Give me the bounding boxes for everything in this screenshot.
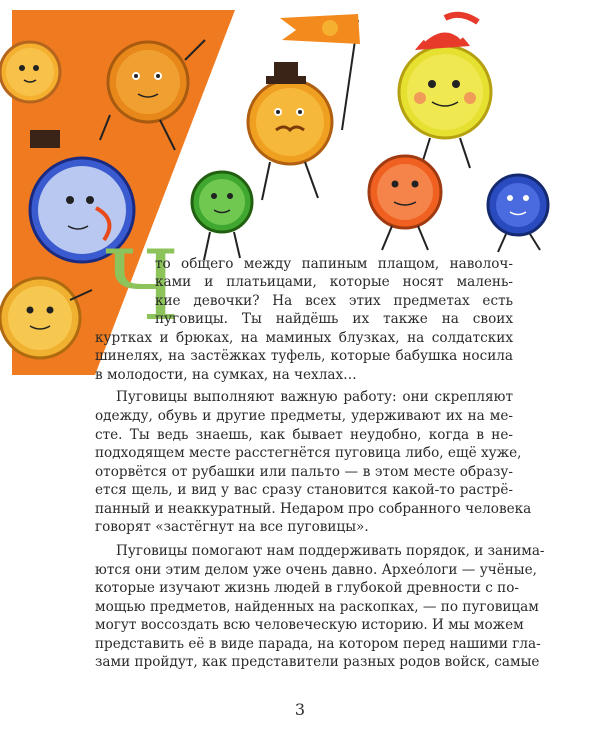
text-line: могут воссоздать всю человеческую историю. И мы можем (95, 617, 524, 633)
text-line: сте. Ты ведь знаешь, как бывает неудобно, когда в не- (95, 427, 513, 443)
page-number: 3 (294, 700, 306, 719)
text-line: ется щель, и вид у вас сразу становится какой-то растрё- (95, 482, 513, 498)
drop-cap-letter: Ч (105, 230, 180, 342)
text-line: одежду, обувь и другие предметы, удерживают их на ме- (95, 408, 513, 424)
text-line: кие девочки? На всех этих предметах есть (155, 293, 513, 309)
striped-hat-icon (415, 15, 478, 50)
text-line: мощью предметов, найденных на раскопках, — по пуговицам (95, 599, 539, 615)
text-line: ются они этим делом уже очень давно. Архео́логи — учёные, (95, 562, 537, 578)
text-line: панный и неаккуратный. Недаром про собранного человека (95, 501, 532, 517)
button-character-icon (399, 46, 491, 170)
button-character-icon (248, 80, 332, 200)
text-line: говорят «застёгнут на все пуговицы». (95, 519, 369, 535)
text-line: куртках и брюках, на маминых блузках, на солдатских (95, 330, 513, 346)
button-character-icon (0, 42, 60, 102)
text-line: зами пройдут, как представители разных родов войск, самые (95, 654, 540, 670)
text-line: которые изучают жизнь людей в глубокой древности с по- (95, 580, 520, 596)
text-line: пуговицы. Ты найдёшь их также на своих (155, 311, 513, 327)
text-line: Пуговицы помогают нам поддерживать порядок, и занима- (116, 543, 545, 559)
text-line: подходящем месте расстегнётся пуговица либо, ещё хуже, (95, 445, 522, 461)
text-line: в молодости, на сумках, на чехлах… (95, 367, 357, 383)
text-line: шинелях, на застёжках туфель, которые бабушка носила (95, 348, 513, 364)
text-line: ками и платьицами, которые носят малень- (155, 274, 513, 290)
text-line: Пуговицы выполняют важную работу: они скрепляют (116, 389, 513, 405)
text-line: то общего между папиным плащом, наволоч- (155, 256, 513, 272)
button-character-icon (488, 175, 548, 252)
text-line: оторвётся от рубашки или пальто — в этом месте образу- (95, 464, 513, 480)
top-hat-icon (266, 62, 306, 84)
text-line: представить её в виде парада, на котором перед нашими гла- (95, 636, 541, 652)
button-character-icon (369, 156, 441, 250)
button-character-icon (192, 172, 252, 260)
